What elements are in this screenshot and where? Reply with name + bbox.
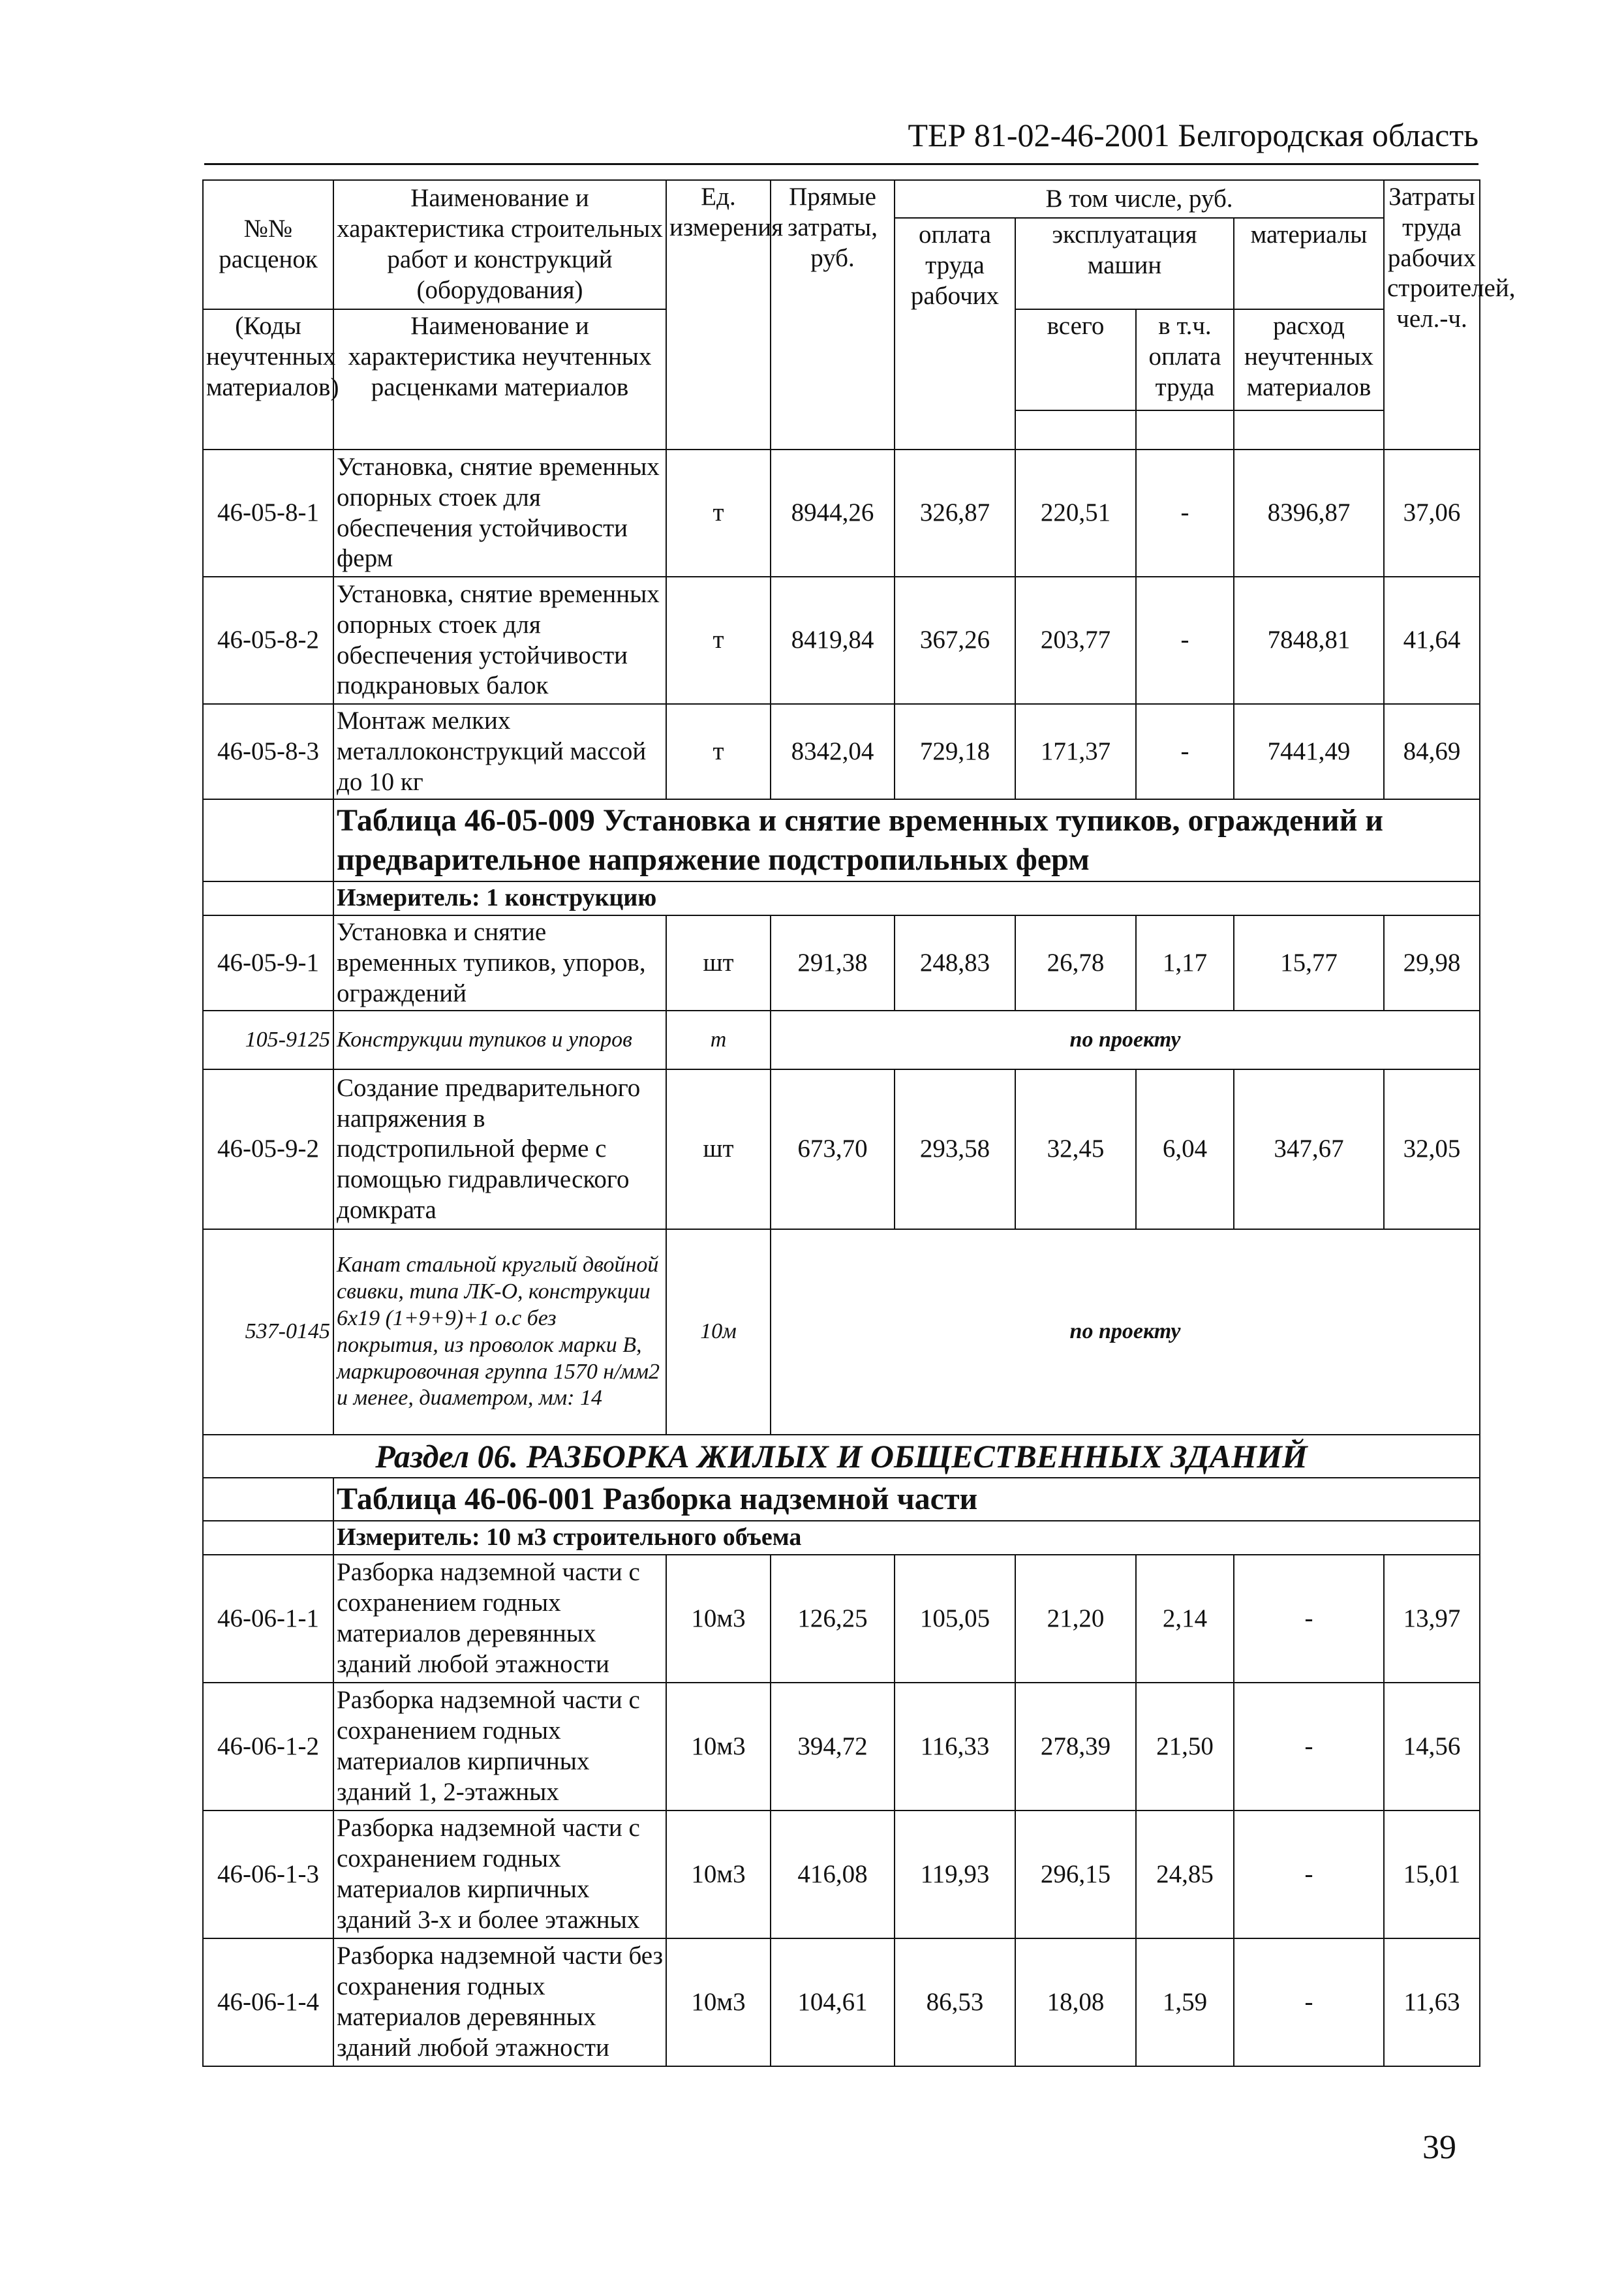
page-number: 39: [1422, 2129, 1456, 2166]
col-labor-header: Затраты труда рабочих строителей, чел.-ч.: [1384, 180, 1480, 450]
col-name-sub-header: Наименование и характеристика неучтенных расценками материалов: [333, 309, 666, 450]
table-row: 46-06-1-1 Разборка надземной части с сохранением годных материалов деревянных зданий любой этажности 10м3 126,25 105,05 21,20 2,14 - 13,97: [203, 1555, 1480, 1683]
col-code-header: №№ расценок: [203, 180, 333, 309]
material-row: 537-0145 Канат стальной круглый двойной свивки, типа ЛК-О, конструкции 6х19 (1+9+9)+1 о.с без покрытия, из проволок марки В, маркировочная группа 1570 н/мм2 и менее, диаметром, мм: 14 10м по проекту: [203, 1229, 1480, 1435]
col-machine-wage-header: в т.ч. оплата труда: [1136, 309, 1234, 410]
col-name-header: Наименование и характеристика строительных работ и конструкций (оборудования): [333, 180, 666, 309]
col-machine-header: эксплуатация машин: [1015, 218, 1234, 309]
material-row: 105-9125 Конструкции тупиков и упоров т по проекту: [203, 1011, 1480, 1069]
table-row: 46-06-1-2 Разборка надземной части с сохранением годных материалов кирпичных зданий 1, 2-этажных 10м3 394,72 116,33 278,39 21,50 - 14,56: [203, 1683, 1480, 1811]
price-table: [202, 179, 1516, 2067]
col-wage-header: оплата труда рабочих: [895, 218, 1015, 450]
measure-46-05-009: Измеритель: 1 конструкцию: [333, 881, 1480, 915]
measure-46-06-001: Измеритель: 10 м3 строительного объема: [333, 1521, 1480, 1555]
table-row: 46-05-8-1 Установка, снятие временных опорных стоек для обеспечения устойчивости ферм т 8944,26 326,87 220,51 - 8396,87 37,06: [203, 450, 1480, 577]
col-unit-header: Ед. измерения: [666, 180, 771, 450]
col-code-sub-header: (Коды неучтенных материалов): [203, 309, 333, 450]
col-materials-header: материалы: [1234, 218, 1384, 309]
col-incl-header: В том числе, руб.: [895, 180, 1384, 218]
col-machine-total-header: всего: [1015, 309, 1136, 410]
header-rule: [204, 163, 1478, 165]
document-title: ТЕР 81-02-46-2001 Белгородская область: [908, 117, 1478, 153]
table-row: 46-05-9-1 Установка и снятие временных тупиков, упоров, ограждений шт 291,38 248,83 26,78 1,17 15,77 29,98: [203, 915, 1480, 1011]
col-materials-sub-header: расход неучтенных материалов: [1234, 309, 1384, 410]
table-title-46-05-009: Таблица 46-05-009 Установка и снятие временных тупиков, ограждений и предварительное напряжение подстропильных ферм: [333, 799, 1480, 881]
table-row: 46-06-1-3 Разборка надземной части с сохранением годных материалов кирпичных зданий 3-х и более этажных 10м3 416,08 119,93 296,15 24,85 - 15,01: [203, 1811, 1480, 1938]
col-direct-header: Прямые затраты, руб.: [771, 180, 895, 450]
table-row: 46-05-9-2 Создание предварительного напряжения в подстропильной ферме с помощью гидравлического домкрата шт 673,70 293,58 32,45 6,04 347,67 32,05: [203, 1069, 1480, 1229]
table-row: 46-05-8-3 Монтаж мелких металлоконструкций массой до 10 кг т 8342,04 729,18 171,37 - 7441,49 84,69: [203, 704, 1480, 799]
table-title-46-06-001: Таблица 46-06-001 Разборка надземной части: [333, 1478, 1480, 1521]
section-title-06: Раздел 06. РАЗБОРКА ЖИЛЫХ И ОБЩЕСТВЕННЫХ ЗДАНИЙ: [203, 1435, 1480, 1478]
table-row: 46-06-1-4 Разборка надземной части без сохранения годных материалов деревянных зданий любой этажности 10м3 104,61 86,53 18,08 1,59 - 11,63: [203, 1938, 1480, 2066]
table-row: 46-05-8-2 Установка, снятие временных опорных стоек для обеспечения устойчивости подкрановых балок т 8419,84 367,26 203,77 - 7848,81 41,64: [203, 577, 1480, 704]
